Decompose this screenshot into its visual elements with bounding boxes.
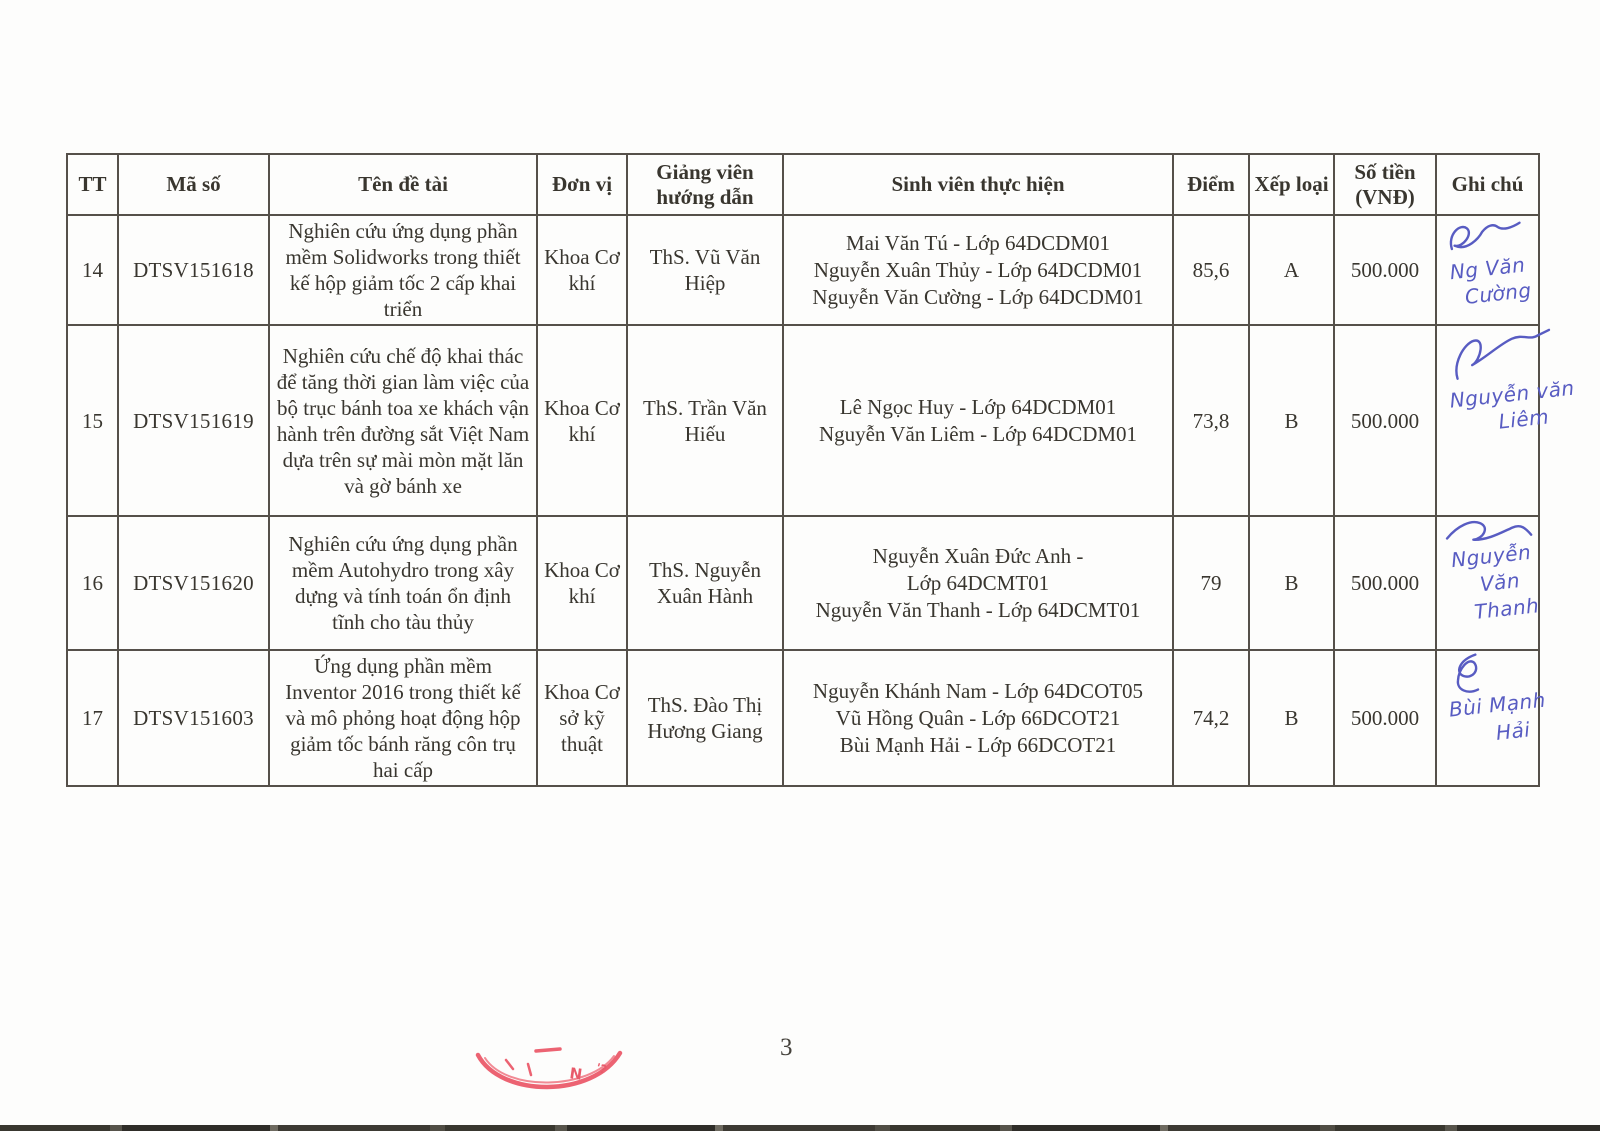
handwritten-note — [1441, 213, 1533, 313]
cell-diem: 73,8 — [1173, 325, 1249, 516]
official-stamp-arc — [473, 1044, 625, 1106]
svg-text:N: N — [568, 1064, 584, 1084]
cell-ma-so: DTSV151603 — [118, 650, 269, 786]
cell-tt: 14 — [67, 215, 118, 325]
scan-edge-artifact — [0, 1125, 1600, 1131]
student-line: Lê Ngọc Huy - Lớp 64DCDM01 — [839, 394, 1117, 419]
cell-ten-de-tai: Nghiên cứu ứng dụng phần mềm Solidworks trong thiết kế hộp giảm tốc 2 cấp khai triển — [269, 215, 537, 325]
cell-tt: 15 — [67, 325, 118, 516]
svg-text:'?: '? — [594, 1060, 609, 1078]
handwriting-line: Nguyễn — [1450, 539, 1533, 573]
cell-xep-loai: B — [1249, 516, 1334, 650]
cell-ma-so: DTSV151618 — [118, 215, 269, 325]
handwriting-line: Cường — [1463, 277, 1533, 309]
cell-diem: 74,2 — [1173, 650, 1249, 786]
student-line: Nguyễn Văn Liêm - Lớp 64DCDM01 — [818, 421, 1138, 446]
cell-don-vi: Khoa Cơ sở kỹ thuật — [537, 650, 627, 786]
student-line: Nguyễn Khánh Nam - Lớp 64DCOT05 — [812, 678, 1144, 703]
handwriting-line: Bùi Mạnh — [1447, 687, 1547, 722]
cell-sinh-vien — [783, 215, 1173, 325]
page-number: 3 — [780, 1034, 793, 1061]
handwriting-line: Liêm — [1497, 404, 1551, 434]
cell-so-tien: 500.000 — [1334, 650, 1436, 786]
cell-xep-loai: A — [1249, 215, 1334, 325]
results-table — [66, 153, 1576, 787]
cell-don-vi: Khoa Cơ khí — [537, 516, 627, 650]
handwritten-note — [1441, 509, 1544, 629]
cell-giang-vien: ThS. Nguyễn Xuân Hành — [627, 516, 783, 650]
cell-ghi-chu — [1436, 650, 1547, 786]
col-header-ghi-chu: Ghi chú — [1436, 154, 1539, 215]
cell-ghi-chu — [1436, 325, 1576, 516]
cell-ten-de-tai: Nghiên cứu ứng dụng phần mềm Autohydro trong xây dựng và tính toán ổn định tĩnh cho tàu thủy — [269, 516, 537, 650]
cell-ten-de-tai: Nghiên cứu chế độ khai thác để tăng thời gian làm việc của bộ trục bánh toa xe khách vận hành trên đường sắt Việt Nam dựa trên sự mài mòn mặt lăn và gờ bánh xe — [269, 325, 537, 516]
cell-giang-vien: ThS. Vũ Văn Hiệp — [627, 215, 783, 325]
col-header-diem: Điểm — [1173, 154, 1249, 215]
handwriting-line: Thanh — [1473, 593, 1541, 624]
cell-sinh-vien — [783, 325, 1173, 516]
col-header-sinh-vien: Sinh viên thực hiện — [783, 154, 1173, 215]
cell-giang-vien: ThS. Đào Thị Hương Giang — [627, 650, 783, 786]
student-line: Lớp 64DCMT01 — [906, 570, 1050, 595]
table-row — [67, 516, 1539, 650]
handwriting-line: Văn — [1478, 568, 1522, 597]
student-line: Vũ Hồng Quân - Lớp 66DCOT21 — [835, 705, 1121, 730]
cell-so-tien: 500.000 — [1334, 215, 1436, 325]
cell-xep-loai: B — [1249, 325, 1334, 516]
cell-don-vi: Khoa Cơ khí — [537, 215, 627, 325]
table-row — [67, 215, 1539, 325]
cell-diem: 79 — [1173, 516, 1249, 650]
cell-giang-vien: ThS. Trần Văn Hiếu — [627, 325, 783, 516]
handwritten-note — [1443, 643, 1550, 753]
handwriting-line: Ng Văn — [1448, 252, 1527, 285]
student-line: Nguyễn Văn Cường - Lớp 64DCDM01 — [812, 284, 1144, 309]
col-header-ma-so: Mã số — [118, 154, 269, 215]
handwriting-line: Hải — [1494, 717, 1532, 745]
col-header-tt: TT — [67, 154, 118, 215]
cell-ten-de-tai: Ứng dụng phần mềm Inventor 2016 trong thiết kế và mô phỏng hoạt động hộp giảm tốc bánh răng côn trụ hai cấp — [269, 650, 537, 786]
col-header-ten-de-tai: Tên đề tài — [269, 154, 537, 215]
student-line: Bùi Mạnh Hải - Lớp 66DCOT21 — [839, 732, 1117, 757]
cell-ma-so: DTSV151619 — [118, 325, 269, 516]
cell-so-tien: 500.000 — [1334, 516, 1436, 650]
cell-xep-loai: B — [1249, 650, 1334, 786]
student-line: Nguyễn Văn Thanh - Lớp 64DCMT01 — [815, 597, 1141, 622]
student-line: Nguyễn Xuân Đức Anh - — [872, 543, 1084, 568]
col-header-so-tien: Số tiền (VNĐ) — [1334, 154, 1436, 215]
student-line: Mai Văn Tú - Lớp 64DCDM01 — [845, 230, 1111, 255]
cell-sinh-vien — [783, 650, 1173, 786]
table-header-row — [67, 154, 1539, 215]
cell-ma-so: DTSV151620 — [118, 516, 269, 650]
student-line: Nguyễn Xuân Thủy - Lớp 64DCDM01 — [813, 257, 1143, 282]
cell-sinh-vien — [783, 516, 1173, 650]
table-row — [67, 650, 1539, 786]
col-header-xep-loai: Xếp loại — [1249, 154, 1334, 215]
col-header-don-vi: Đơn vị — [537, 154, 627, 215]
table-row — [67, 325, 1539, 516]
cell-so-tien: 500.000 — [1334, 325, 1436, 516]
cell-ghi-chu — [1436, 215, 1539, 325]
cell-tt: 17 — [67, 650, 118, 786]
handwriting-line: Nguyễn văn — [1448, 375, 1576, 413]
cell-don-vi: Khoa Cơ khí — [537, 325, 627, 516]
col-header-giang-vien: Giảng viên hướng dẫn — [627, 154, 783, 215]
cell-diem: 85,6 — [1173, 215, 1249, 325]
cell-tt: 16 — [67, 516, 118, 650]
handwritten-note — [1443, 323, 1579, 442]
cell-ghi-chu — [1436, 516, 1539, 650]
